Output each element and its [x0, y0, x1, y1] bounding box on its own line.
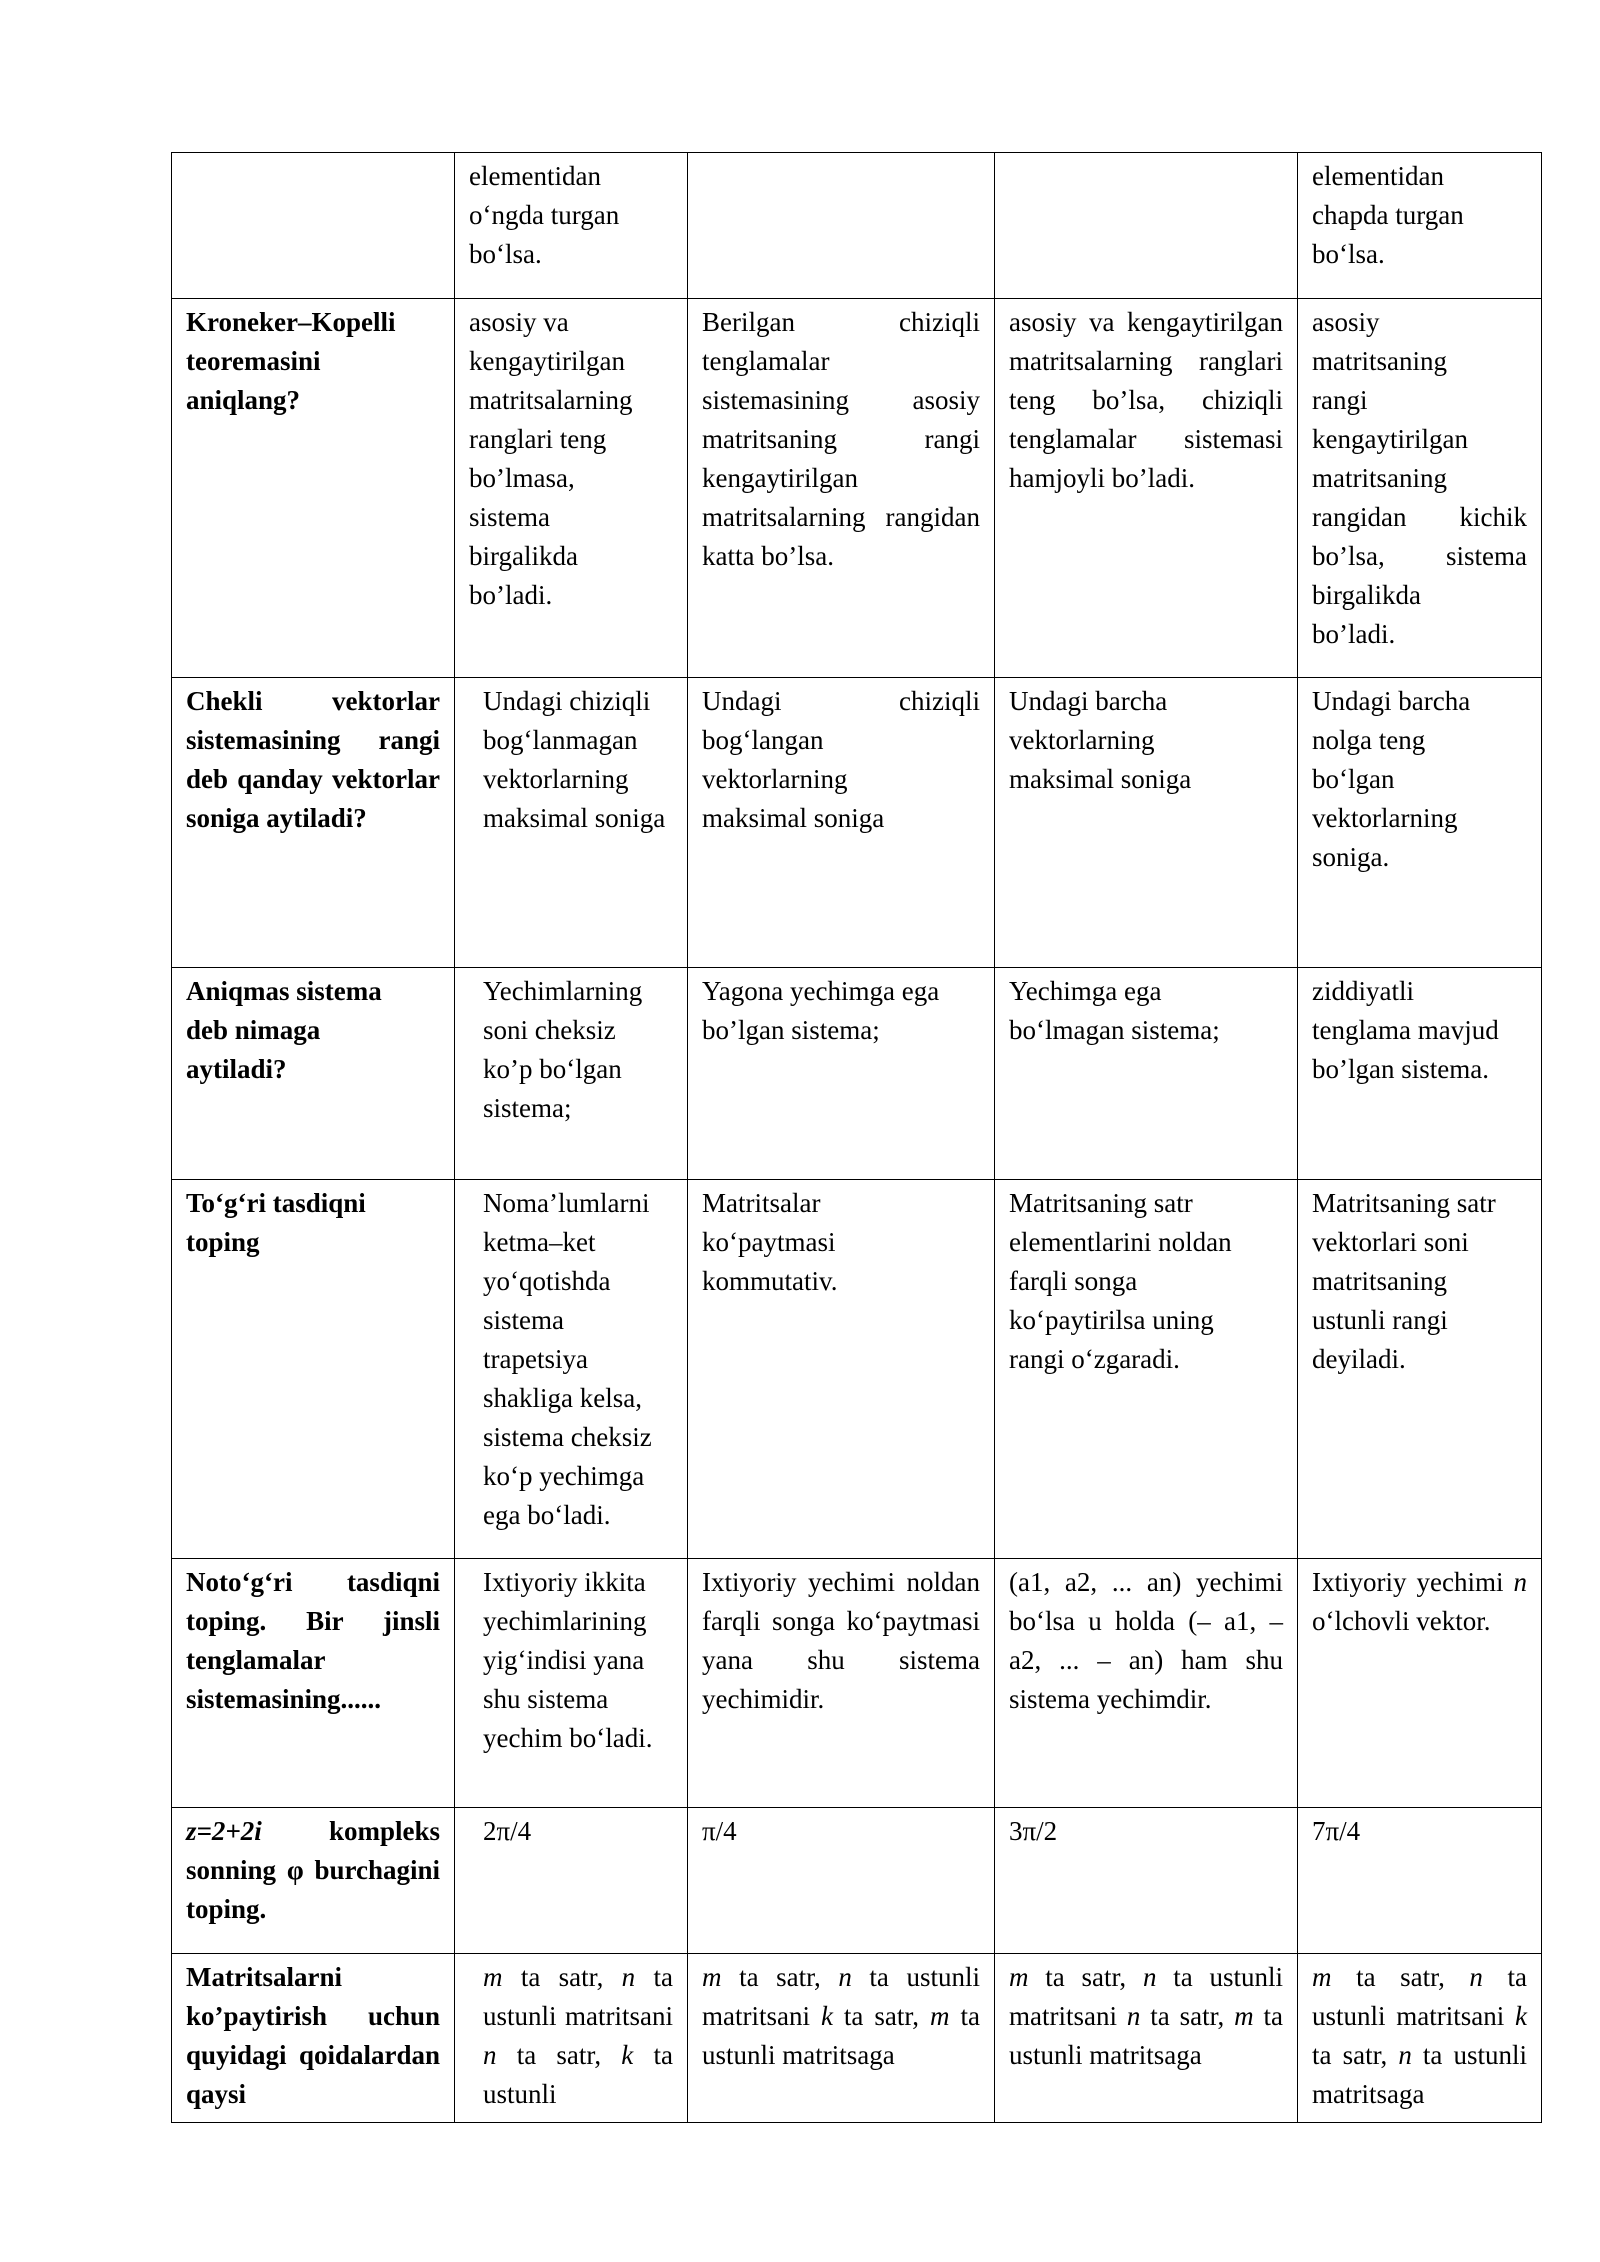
answer-cell-c [995, 153, 1298, 299]
question-cell: Matritsalarni ko’paytirish uchun quyidagi qoidalardan qaysi [172, 1954, 455, 2123]
table-row [172, 968, 1542, 1180]
answer-cell-a: Noma’lumlarni ketma–ket yo‘qotishda sistema trapetsiya shakliga kelsa, sistema cheksiz ko‘p yechimga ega bo‘ladi. [455, 1180, 688, 1559]
answer-cell-b: π/4 [688, 1808, 995, 1954]
table-row [172, 678, 1542, 968]
answer-cell-d: m ta satr, n ta ustunli matritsani k ta satr, n ta ustunli matritsaga [1298, 1954, 1542, 2123]
answer-cell-c: asosiy va kengaytirilgan matritsalarning ranglari teng bo’lsa, chiziqli tenglamalar sistemasi hamjoyli bo’ladi. [995, 299, 1298, 678]
answer-cell-a: Ixtiyoriy ikkita yechimlarining yig‘indisi yana shu sistema yechim bo‘ladi. [455, 1559, 688, 1808]
answer-cell-a: m ta satr, n ta ustunli matritsani n ta satr, k ta ustunli [455, 1954, 688, 2123]
question-cell: Chekli vektorlar sistemasining rangi deb qanday vektorlar soniga aytiladi? [172, 678, 455, 968]
table-row [172, 1954, 1542, 2123]
answer-cell-c: Yechimga ega bo‘lmagan sistema; [995, 968, 1298, 1180]
answer-cell-a: asosiy va kengaytirilgan matritsalarning ranglari teng bo’lmasa, sistema birgalikda bo’ladi. [455, 299, 688, 678]
answer-cell-b: Ixtiyoriy yechimi noldan farqli songa ko‘paytmasi yana shu sistema yechimidir. [688, 1559, 995, 1808]
question-cell: Kroneker–Kopelli teoremasini aniqlang? [172, 299, 455, 678]
question-cell: To‘g‘ri tasdiqni toping [172, 1180, 455, 1559]
table-row [172, 1180, 1542, 1559]
answer-cell-a: 2π/4 [455, 1808, 688, 1954]
answer-cell-d: elementidan chapda turgan bo‘lsa. [1298, 153, 1542, 299]
answer-cell-b: Matritsalar ko‘paytmasi kommutativ. [688, 1180, 995, 1559]
answer-cell-b: Yagona yechimga ega bo’lgan sistema; [688, 968, 995, 1180]
answer-cell-b [688, 153, 995, 299]
question-cell [172, 153, 455, 299]
answer-cell-c: m ta satr, n ta ustunli matritsani n ta satr, m ta ustunli matritsaga [995, 1954, 1298, 2123]
table-row [172, 1808, 1542, 1954]
answer-cell-c: Undagi barcha vektorlarning maksimal soniga [995, 678, 1298, 968]
answer-cell-c: 3π/2 [995, 1808, 1298, 1954]
answer-cell-c: (a1, a2, ... an) yechimi bo‘lsa u holda (– a1, – a2, ... – an) ham shu sistema yechimdir. [995, 1559, 1298, 1808]
answer-cell-b: Undagi chiziqli bog‘langan vektorlarning maksimal soniga [688, 678, 995, 968]
answer-cell-b: m ta satr, n ta ustunli matritsani k ta satr, m ta ustunli matritsaga [688, 1954, 995, 2123]
quiz-table [171, 152, 1542, 2123]
answer-cell-d: 7π/4 [1298, 1808, 1542, 1954]
answer-cell-a: elementidan o‘ngda turgan bo‘lsa. [455, 153, 688, 299]
question-cell: Aniqmas sistema deb nimaga aytiladi? [172, 968, 455, 1180]
answer-cell-c: Matritsaning satr elementlarini noldan farqli songa ko‘paytirilsa uning rangi o‘zgaradi. [995, 1180, 1298, 1559]
question-cell: Noto‘g‘ri tasdiqni toping. Bir jinsli tenglamalar sistemasining...... [172, 1559, 455, 1808]
question-cell [172, 1808, 455, 1954]
answer-cell-a: Yechimlarning soni cheksiz ko’p bo‘lgan sistema; [455, 968, 688, 1180]
table-row [172, 153, 1542, 299]
answer-cell-d: ziddiyatli tenglama mavjud bo’lgan sistema. [1298, 968, 1542, 1180]
answer-cell-d: Undagi barcha nolga teng bo‘lgan vektorlarning soniga. [1298, 678, 1542, 968]
answer-cell-d: asosiy matritsaning rangi kengaytirilgan matritsaning rangidan kichik bo’lsa, sistema birgalikda bo’ladi. [1298, 299, 1542, 678]
formula-text: z=2+2i [186, 1816, 262, 1846]
answer-cell-d: Ixtiyoriy yechimi n o‘lchovli vektor. [1298, 1559, 1542, 1808]
table-row [172, 299, 1542, 678]
question-text: kompleks sonning φ burchagini toping. [186, 1816, 440, 1924]
table-row [172, 1559, 1542, 1808]
answer-cell-d: Matritsaning satr vektorlari soni matritsaning ustunli rangi deyiladi. [1298, 1180, 1542, 1559]
answer-cell-b: Berilgan chiziqli tenglamalar sistemasining asosiy matritsaning rangi kengaytirilgan matritsalarning rangidan katta bo’lsa. [688, 299, 995, 678]
answer-cell-a: Undagi chiziqli bog‘lanmagan vektorlarning maksimal soniga [455, 678, 688, 968]
